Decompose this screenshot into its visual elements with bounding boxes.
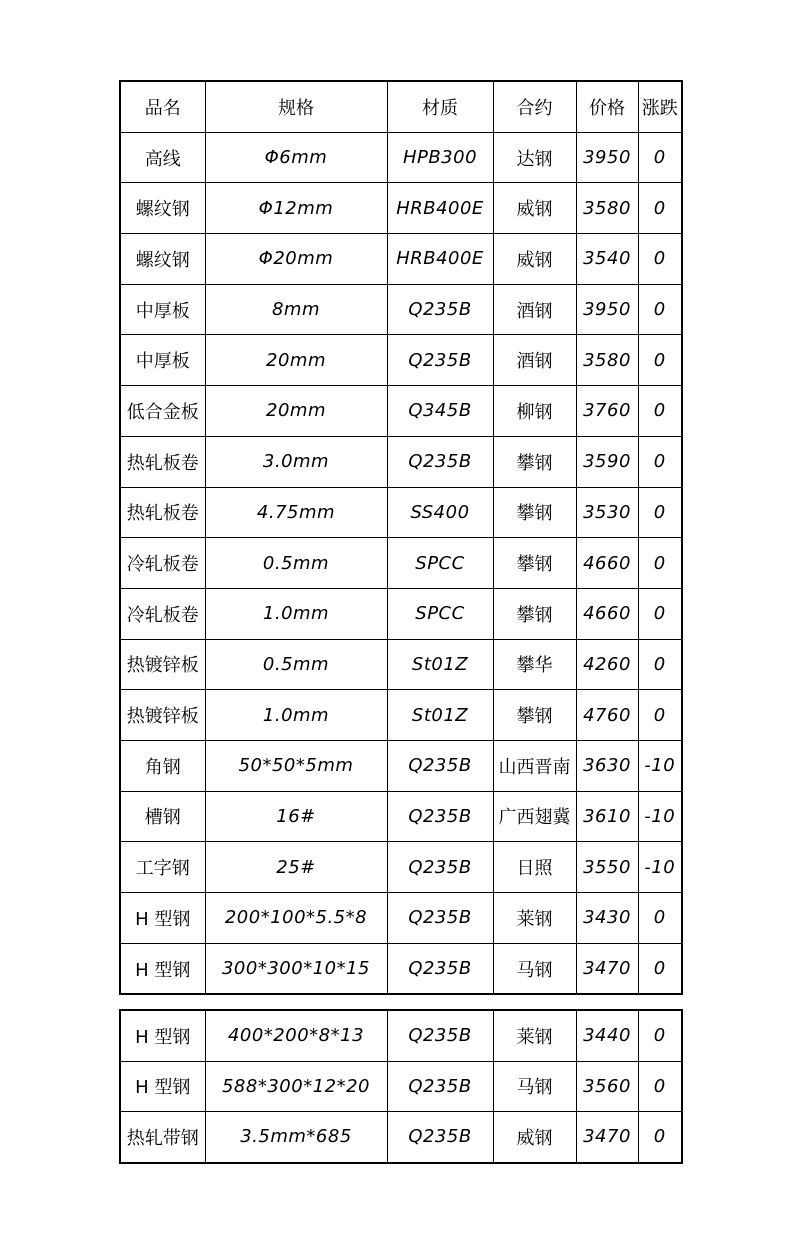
table-row [120,1112,682,1163]
contract-cell: 山西晋南 [493,740,576,791]
table-row [120,284,682,335]
material-cell: Q235B [387,284,493,335]
price-cell: 3470 [576,1112,638,1163]
spec-cell: 25# [205,842,387,893]
table-row [120,335,682,386]
material-cell: Q235B [387,1061,493,1112]
price-cell: 4260 [576,639,638,690]
price-cell: 4660 [576,588,638,639]
product-name-cell: H 型钢 [120,1061,205,1112]
contract-cell: 攀钢 [493,436,576,487]
table-row [120,588,682,639]
change-cell: 0 [638,893,682,944]
contract-cell: 莱钢 [493,1010,576,1061]
spec-cell: 0.5mm [205,639,387,690]
product-name-cell: 螺纹钢 [120,183,205,234]
material-cell: Q235B [387,842,493,893]
spec-cell: Φ20mm [205,234,387,285]
material-cell: Q235B [387,335,493,386]
price-cell: 3550 [576,842,638,893]
spec-cell: 3.0mm [205,436,387,487]
price-cell: 3610 [576,791,638,842]
change-cell: 0 [638,1010,682,1061]
material-cell: St01Z [387,639,493,690]
spec-cell: Φ12mm [205,183,387,234]
product-name-cell: 冷轧板卷 [120,538,205,589]
table-row [120,386,682,437]
spec-cell: 1.0mm [205,690,387,741]
table-row [120,842,682,893]
price-cell: 3560 [576,1061,638,1112]
product-name-cell: 螺纹钢 [120,234,205,285]
spec-cell: 400*200*8*13 [205,1010,387,1061]
change-cell: 0 [638,588,682,639]
contract-cell: 攀钢 [493,588,576,639]
contract-cell: 攀钢 [493,487,576,538]
spec-cell: 300*300*10*15 [205,943,387,994]
material-cell: SS400 [387,487,493,538]
column-header: 合约 [493,81,576,132]
contract-cell: 酒钢 [493,335,576,386]
product-name-cell: 热镀锌板 [120,639,205,690]
table-row [120,538,682,589]
product-name-cell: 冷轧板卷 [120,588,205,639]
steel-price-table-continued [119,1009,683,1164]
change-cell: 0 [638,183,682,234]
contract-cell: 攀华 [493,639,576,690]
material-cell: HRB400E [387,183,493,234]
table-row [120,487,682,538]
change-cell: 0 [638,386,682,437]
spec-cell: 1.0mm [205,588,387,639]
spec-cell: 50*50*5mm [205,740,387,791]
price-cell: 3950 [576,132,638,183]
material-cell: Q235B [387,1010,493,1061]
product-name-cell: 热轧板卷 [120,487,205,538]
change-cell: 0 [638,1061,682,1112]
contract-cell: 攀钢 [493,690,576,741]
price-cell: 3440 [576,1010,638,1061]
spec-cell: 8mm [205,284,387,335]
material-cell: SPCC [387,588,493,639]
contract-cell: 马钢 [493,1061,576,1112]
price-cell: 3580 [576,183,638,234]
change-cell: 0 [638,690,682,741]
steel-price-table [119,80,683,995]
table-row [120,791,682,842]
product-name-cell: 热镀锌板 [120,690,205,741]
product-name-cell: H 型钢 [120,1010,205,1061]
change-cell: 0 [638,234,682,285]
contract-cell: 日照 [493,842,576,893]
product-name-cell: 热轧板卷 [120,436,205,487]
product-name-cell: 中厚板 [120,335,205,386]
change-cell: 0 [638,639,682,690]
table-row [120,1061,682,1112]
product-name-cell: 槽钢 [120,791,205,842]
table-row [120,690,682,741]
spec-cell: 20mm [205,386,387,437]
table-row [120,893,682,944]
material-cell: SPCC [387,538,493,589]
product-name-cell: 热轧带钢 [120,1112,205,1163]
change-cell: 0 [638,436,682,487]
product-name-cell: 角钢 [120,740,205,791]
contract-cell: 攀钢 [493,538,576,589]
product-name-cell: 中厚板 [120,284,205,335]
table-row [120,740,682,791]
table-row [120,943,682,994]
change-cell: 0 [638,284,682,335]
product-name-cell: H 型钢 [120,943,205,994]
material-cell: Q345B [387,386,493,437]
price-cell: 3590 [576,436,638,487]
spec-cell: Φ6mm [205,132,387,183]
product-name-cell: 工字钢 [120,842,205,893]
price-cell: 3540 [576,234,638,285]
contract-cell: 马钢 [493,943,576,994]
price-cell: 3760 [576,386,638,437]
price-cell: 3470 [576,943,638,994]
change-cell: -10 [638,842,682,893]
spec-cell: 20mm [205,335,387,386]
column-header: 涨跌 [638,81,682,132]
column-header: 材质 [387,81,493,132]
material-cell: Q235B [387,943,493,994]
change-cell: 0 [638,132,682,183]
price-cell: 3430 [576,893,638,944]
material-cell: HRB400E [387,234,493,285]
column-header: 品名 [120,81,205,132]
product-name-cell: H 型钢 [120,893,205,944]
column-header: 价格 [576,81,638,132]
change-cell: -10 [638,791,682,842]
contract-cell: 威钢 [493,234,576,285]
table-row [120,1010,682,1061]
change-cell: 0 [638,538,682,589]
spec-cell: 4.75mm [205,487,387,538]
material-cell: Q235B [387,436,493,487]
product-name-cell: 低合金板 [120,386,205,437]
change-cell: -10 [638,740,682,791]
contract-cell: 莱钢 [493,893,576,944]
price-cell: 3580 [576,335,638,386]
change-cell: 0 [638,1112,682,1163]
spec-cell: 588*300*12*20 [205,1061,387,1112]
price-cell: 3530 [576,487,638,538]
table-row [120,436,682,487]
table-header-row [120,81,682,132]
spec-cell: 0.5mm [205,538,387,589]
material-cell: Q235B [387,791,493,842]
material-cell: HPB300 [387,132,493,183]
change-cell: 0 [638,943,682,994]
contract-cell: 广西翅冀 [493,791,576,842]
price-cell: 4660 [576,538,638,589]
spec-cell: 16# [205,791,387,842]
product-name-cell: 高线 [120,132,205,183]
material-cell: St01Z [387,690,493,741]
contract-cell: 威钢 [493,1112,576,1163]
change-cell: 0 [638,487,682,538]
price-cell: 4760 [576,690,638,741]
material-cell: Q235B [387,1112,493,1163]
table-row [120,639,682,690]
material-cell: Q235B [387,893,493,944]
spec-cell: 200*100*5.5*8 [205,893,387,944]
contract-cell: 酒钢 [493,284,576,335]
material-cell: Q235B [387,740,493,791]
table-row [120,183,682,234]
change-cell: 0 [638,335,682,386]
price-cell: 3630 [576,740,638,791]
table-row [120,132,682,183]
column-header: 规格 [205,81,387,132]
table-row [120,234,682,285]
contract-cell: 威钢 [493,183,576,234]
spec-cell: 3.5mm*685 [205,1112,387,1163]
contract-cell: 柳钢 [493,386,576,437]
price-cell: 3950 [576,284,638,335]
contract-cell: 达钢 [493,132,576,183]
